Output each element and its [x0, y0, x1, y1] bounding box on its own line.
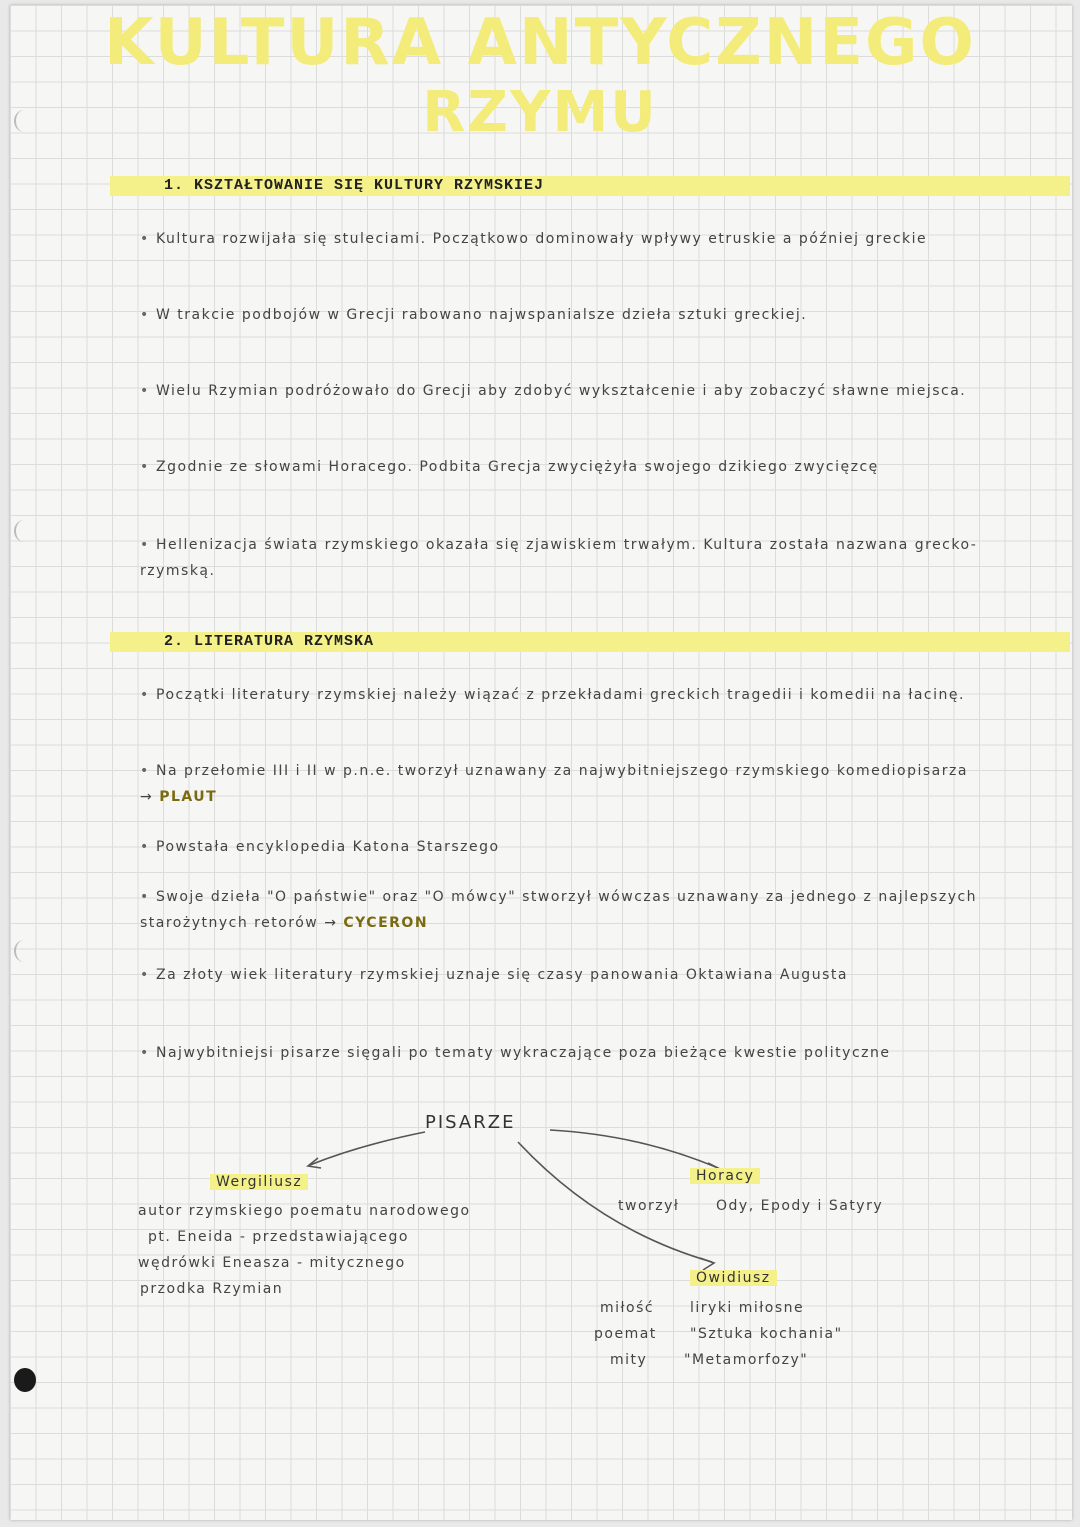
- wergiliusz-desc-1: autor rzymskiego poematu narodowego: [138, 1203, 471, 1219]
- title-line-1: KULTURA ANTYCZNEGO: [104, 6, 976, 80]
- wergiliusz-label: Wergiliusz: [210, 1174, 308, 1190]
- horacy-label: Horacy: [690, 1168, 760, 1184]
- title-line-2: RZYMU: [422, 80, 658, 145]
- section-2-heading: 2. LITERATURA RZYMSKA: [110, 632, 1070, 652]
- s2-bullet-6: • Najwybitniejsi pisarze sięgali po tematy wykraczające poza bieżące kwestie polityczne: [140, 1045, 891, 1061]
- wergiliusz-desc-2: pt. Eneida - przedstawiającego: [148, 1229, 409, 1245]
- s2-bullet-2: • Na przełomie III i II w p.n.e. tworzył uznawany za najwybitniejszego rzymskiego komediopisarza → PLAUT: [140, 763, 968, 805]
- owidiusz-row-2-left: poemat: [594, 1326, 657, 1342]
- s1-bullet-2: • W trakcie podbojów w Grecji rabowano najwspanialsze dzieła sztuki greckiej.: [140, 307, 808, 323]
- horacy-works: Ody, Epody i Satyry: [716, 1198, 884, 1214]
- highlighted-name: PLAUT: [159, 789, 218, 805]
- owidiusz-row-3-right: "Metamorfozy": [684, 1352, 809, 1368]
- s1-bullet-4: • Zgodnie ze słowami Horacego. Podbita Grecja zwyciężyła swojego dzikiego zwycięzcę: [140, 459, 879, 475]
- owidiusz-row-3-left: mity: [610, 1352, 648, 1368]
- wergiliusz-desc-4: przodka Rzymian: [140, 1281, 284, 1297]
- s1-bullet-1: • Kultura rozwijała się stuleciami. Początkowo dominowały wpływy etruskie a później greckie: [140, 231, 928, 247]
- s2-bullet-5: • Za złoty wiek literatury rzymskiej uznaje się czasy panowania Oktawiana Augusta: [140, 967, 848, 983]
- s1-bullet-3: • Wielu Rzymian podróżowało do Grecji aby zdobyć wykształcenie i aby zobaczyć sławne miejsca.: [140, 383, 967, 399]
- owidiusz-row-1-right: liryki miłosne: [690, 1300, 805, 1316]
- s2-bullet-1: • Początki literatury rzymskiej należy wiązać z przekładami greckich tragedii i komedii na łacinę.: [140, 687, 965, 703]
- highlighted-name: CYCERON: [343, 915, 429, 931]
- owidiusz-row-2-right: "Sztuka kochania": [690, 1326, 843, 1342]
- section-1-heading: 1. KSZTAŁTOWANIE SIĘ KULTURY RZYMSKIEJ: [110, 176, 1070, 196]
- owidiusz-row-1-left: miłość: [600, 1300, 655, 1316]
- s2-bullet-3: • Powstała encyklopedia Katona Starszego: [140, 839, 500, 855]
- s1-bullet-5: • Hellenizacja świata rzymskiego okazała się zjawiskiem trwałym. Kultura została nazwana grecko-rzymską.: [140, 537, 978, 579]
- diagram-center: PISARZE: [425, 1112, 516, 1133]
- horacy-verb: tworzył: [618, 1198, 680, 1214]
- owidiusz-label: Owidiusz: [690, 1270, 777, 1286]
- wergiliusz-desc-3: wędrówki Eneasza - mitycznego: [138, 1255, 406, 1271]
- s2-bullet-4: • Swoje dzieła "O państwie" oraz "O mówcy" stworzył wówczas uznawany za jednego z najlepszych starożytnych retorów → CYCERON: [140, 889, 978, 931]
